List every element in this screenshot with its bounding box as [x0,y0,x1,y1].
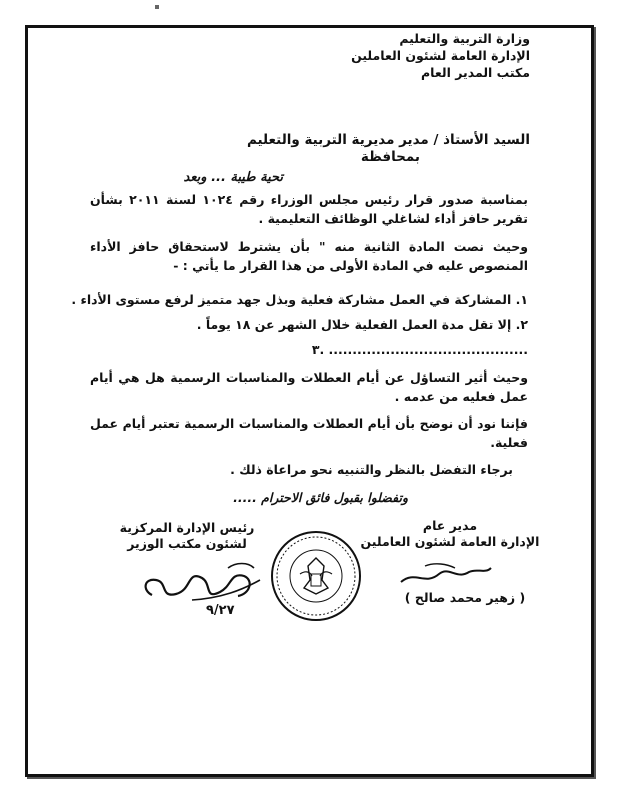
paragraph-4: فإننا نود أن نوضح بأن أيام العطلات والمناسبات الرسمية تعتبر أيام عمل فعلية. [90,416,528,450]
list-item-1: ١. المشاركة في العمل مشاركة فعلية وبذل جهد متميز لرفع مستوى الأداء . [71,292,528,307]
addressee-governorate: بمحافظة [360,149,420,165]
right-signer-title: مدير عام [422,518,478,533]
signature-block-left [107,520,267,552]
signer-name: ( زهير محمد صالح ) [404,590,526,605]
office-name: مكتب المدير العام [421,65,530,80]
left-signer-office: لشئون مكتب الوزير [127,536,247,551]
list-item-3: ٣. .......................................... [311,342,528,357]
addressee-line: السيد الأستاذ / مدير مديرية التربية والتعليم [246,132,530,148]
list-item-2: ٢. إلا تقل مدة العمل الفعلية خلال الشهر عن ١٨ يوماً . [196,317,528,332]
department-name: الإدارة العامة لشئون العاملين [351,48,530,63]
letterhead [351,30,530,81]
ministry-name: وزارة التربية والتعليم [399,31,530,46]
handwritten-date: ٩/٢٧ [206,603,235,618]
signature-block-right [355,518,545,550]
paragraph-1: بمناسبة صدور قرار رئيس مجلس الوزراء رقم ١٠٢٤ لسنة ٢٠١١ بشأن تقرير حافز أداء لشاغلي الوظائف التعليمية . [90,192,528,226]
left-signer-title: رئيس الإدارة المركزية [119,520,255,535]
closing: وتفضلوا بقبول فائق الاحترام ..... [233,490,408,505]
paragraph-3: وحيث أثير التساؤل عن أيام العطلات والمناسبات الرسمية هل هي أيام عمل فعليه من عدمه . [90,370,528,404]
paragraph-5: برجاء التفضل بالنظر والتنبيه نحو مراعاة ذلك . [230,462,513,477]
addressee [247,132,530,166]
paragraph-2: وحيث نصت المادة الثانية منه " بأن يشترط لاستحقاق حافز الأداء المنصوص عليه في المادة الأولى من هذا القرار ما يأتي : - [90,239,528,273]
right-signer-office: الإدارة العامة لشئون العاملين [360,534,540,549]
official-seal-icon [270,530,362,622]
handwritten-signature-left [132,550,267,620]
greeting: تحية طيبة ... وبعد [183,170,283,185]
scan-speck [155,5,159,9]
handwritten-signature-right [395,560,495,590]
